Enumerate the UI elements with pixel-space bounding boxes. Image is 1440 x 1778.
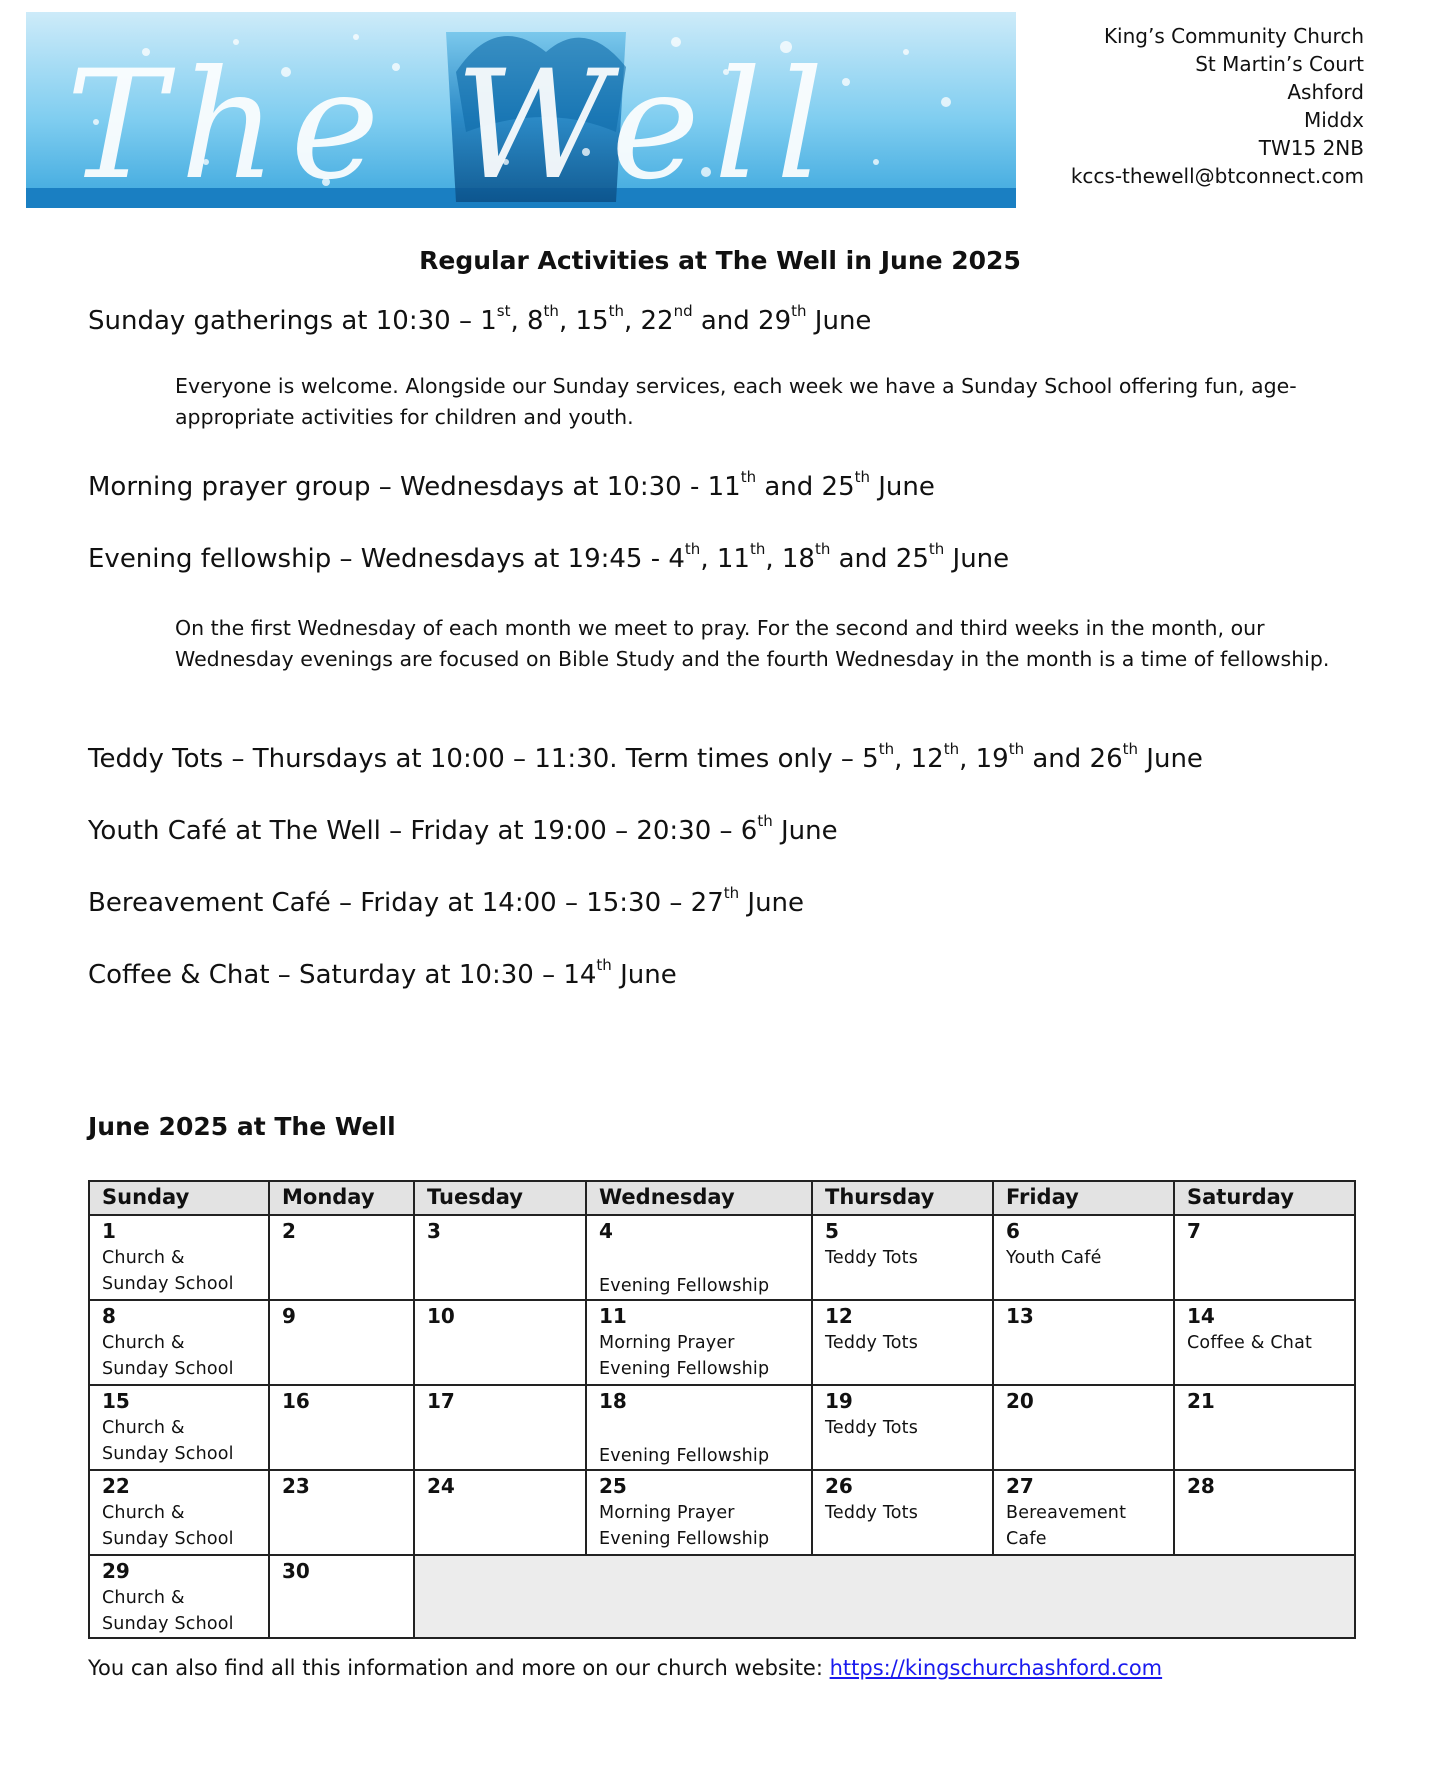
day-number: 8 — [102, 1304, 116, 1328]
church-address — [1071, 22, 1364, 190]
day-event: Evening Fellowship — [599, 1446, 770, 1466]
activity-evening-fellowship: Evening fellowship – Wednesdays at 19:45 - 4th, 11th, 18th and 25th June — [88, 540, 1010, 574]
day-number: 24 — [427, 1474, 455, 1498]
activity-coffee-chat: Coffee & Chat – Saturday at 10:30 – 14th June — [88, 956, 677, 990]
church-website-link[interactable]: https://kingschurchashford.com — [829, 1656, 1163, 1680]
day-number: 18 — [599, 1389, 627, 1413]
day-event: Evening Fellowship — [599, 1529, 770, 1549]
day-number: 7 — [1187, 1219, 1201, 1243]
day-event: Morning Prayer — [599, 1503, 735, 1523]
calendar-day-cell — [586, 1470, 812, 1555]
document-title: Regular Activities at The Well in June 2025 — [419, 246, 1021, 275]
day-number: 13 — [1006, 1304, 1034, 1328]
activity-youth-cafe: Youth Café at The Well – Friday at 19:00 – 20:30 – 6th June — [88, 812, 838, 846]
day-event: Church & — [102, 1333, 185, 1353]
address-line-2: St Martin’s Court — [1195, 52, 1364, 76]
calendar-day-cell — [1174, 1470, 1355, 1555]
calendar-day-cell — [414, 1385, 586, 1470]
calendar-day-cell — [414, 1470, 586, 1555]
calendar-day-cell — [269, 1470, 414, 1555]
day-event: Teddy Tots — [825, 1418, 919, 1438]
day-number: 21 — [1187, 1389, 1215, 1413]
day-event: Teddy Tots — [825, 1503, 919, 1523]
calendar-day-cell — [269, 1555, 414, 1638]
calendar-day-cell — [414, 1215, 586, 1300]
header-sunday: Sunday — [89, 1181, 269, 1215]
day-event: Sunday School — [102, 1359, 234, 1379]
address-line-3: Ashford — [1287, 80, 1364, 104]
calendar-day-cell — [1174, 1215, 1355, 1300]
day-number: 1 — [102, 1219, 116, 1243]
day-number: 3 — [427, 1219, 441, 1243]
header-thursday: Thursday — [812, 1181, 993, 1215]
the-well-banner — [26, 12, 1016, 208]
header-saturday: Saturday — [1174, 1181, 1355, 1215]
day-event: Sunday School — [102, 1529, 234, 1549]
calendar-day-cell — [586, 1385, 812, 1470]
calendar-day-cell — [269, 1385, 414, 1470]
day-number: 10 — [427, 1304, 455, 1328]
address-line-4: Middx — [1303, 108, 1364, 132]
day-number: 25 — [599, 1474, 627, 1498]
day-event: Teddy Tots — [825, 1333, 919, 1353]
calendar-day-cell — [812, 1385, 993, 1470]
day-number: 5 — [825, 1219, 839, 1243]
day-number: 9 — [282, 1304, 296, 1328]
day-event: Sunday School — [102, 1274, 234, 1294]
day-number: 29 — [102, 1559, 130, 1583]
calendar-heading: June 2025 at The Well — [88, 1112, 396, 1141]
day-number: 23 — [282, 1474, 310, 1498]
day-event: Teddy Tots — [825, 1248, 919, 1268]
calendar-empty-filler — [414, 1555, 1355, 1638]
calendar-day-cell — [586, 1215, 812, 1300]
calendar-body — [89, 1215, 1355, 1638]
day-number: 20 — [1006, 1389, 1034, 1413]
calendar-day-cell — [812, 1300, 993, 1385]
calendar-day-cell — [812, 1215, 993, 1300]
header-friday: Friday — [993, 1181, 1174, 1215]
activity-sunday: Sunday gatherings at 10:30 – 1st, 8th, 15th, 22nd and 29th June — [88, 302, 872, 336]
day-number: 11 — [599, 1304, 627, 1328]
day-event: Evening Fellowship — [599, 1276, 770, 1296]
calendar-week-row — [89, 1385, 1355, 1470]
sunday-description: Everyone is welcome. Alongside our Sunday services, each week we have a Sunday School offering fun, age-appropriate activities for children and youth. — [175, 374, 1297, 429]
day-number: 6 — [1006, 1219, 1020, 1243]
calendar-day-cell — [1174, 1385, 1355, 1470]
day-number: 14 — [1187, 1304, 1215, 1328]
day-number: 4 — [599, 1219, 613, 1243]
activity-teddy-tots: Teddy Tots – Thursdays at 10:00 – 11:30. Term times only – 5th, 12th, 19th and 26th June — [88, 740, 1203, 774]
calendar-week-row — [89, 1300, 1355, 1385]
calendar-day-cell — [89, 1300, 269, 1385]
day-event: Coffee & Chat — [1187, 1333, 1313, 1353]
day-event: Church & — [102, 1588, 185, 1608]
address-line-5: TW15 2NB — [1258, 136, 1364, 160]
day-number: 28 — [1187, 1474, 1215, 1498]
calendar-day-cell — [993, 1300, 1174, 1385]
calendar-day-cell — [812, 1470, 993, 1555]
day-number: 12 — [825, 1304, 853, 1328]
day-number: 2 — [282, 1219, 296, 1243]
june-calendar — [88, 1180, 1356, 1639]
banner-logo — [26, 12, 1016, 208]
calendar-day-cell — [89, 1470, 269, 1555]
day-event: Church & — [102, 1418, 185, 1438]
footer-note — [88, 1656, 1162, 1680]
wednesday-description: On the first Wednesday of each month we meet to pray. For the second and third weeks in the month, our Wednesday evenings are focused on Bible Study and the fourth Wednesday in the month is a time of fellowship. — [175, 616, 1330, 671]
calendar-day-cell — [269, 1215, 414, 1300]
calendar-day-cell — [414, 1300, 586, 1385]
day-number: 26 — [825, 1474, 853, 1498]
header-wednesday: Wednesday — [586, 1181, 812, 1215]
day-event: Evening Fellowship — [599, 1359, 770, 1379]
day-event: Sunday School — [102, 1444, 234, 1464]
day-number: 19 — [825, 1389, 853, 1413]
footer-text: You can also find all this information and more on our church website: — [88, 1656, 830, 1680]
address-email: kccs-thewell@btconnect.com — [1070, 164, 1364, 188]
calendar-day-cell — [89, 1385, 269, 1470]
day-event: Youth Café — [1006, 1248, 1102, 1268]
day-number: 30 — [282, 1559, 310, 1583]
calendar-day-cell — [586, 1300, 812, 1385]
header-tuesday: Tuesday — [414, 1181, 586, 1215]
header-monday: Monday — [269, 1181, 414, 1215]
calendar-header-row — [89, 1181, 1355, 1215]
calendar-day-cell — [993, 1385, 1174, 1470]
day-event: Bereavement — [1006, 1503, 1127, 1523]
calendar-week-row — [89, 1215, 1355, 1300]
day-event: Church & — [102, 1503, 185, 1523]
calendar-day-cell — [993, 1470, 1174, 1555]
calendar-week-row — [89, 1555, 1355, 1638]
day-event: Sunday School — [102, 1614, 234, 1634]
banner-logo-text: The Well — [66, 39, 838, 208]
day-number: 27 — [1006, 1474, 1034, 1498]
day-event: Morning Prayer — [599, 1333, 735, 1353]
address-line-1: King’s Community Church — [1103, 24, 1364, 48]
calendar-day-cell — [89, 1215, 269, 1300]
calendar-day-cell — [1174, 1300, 1355, 1385]
day-number: 17 — [427, 1389, 455, 1413]
day-number: 16 — [282, 1389, 310, 1413]
day-number: 15 — [102, 1389, 130, 1413]
calendar-week-row — [89, 1470, 1355, 1555]
calendar-day-cell — [89, 1555, 269, 1638]
calendar-day-cell — [269, 1300, 414, 1385]
activity-morning-prayer: Morning prayer group – Wednesdays at 10:30 - 11th and 25th June — [88, 468, 935, 502]
day-number: 22 — [102, 1474, 130, 1498]
activity-bereavement-cafe: Bereavement Café – Friday at 14:00 – 15:30 – 27th June — [88, 884, 805, 918]
day-event: Church & — [102, 1248, 185, 1268]
calendar-day-cell — [993, 1215, 1174, 1300]
day-event: Cafe — [1006, 1529, 1047, 1549]
